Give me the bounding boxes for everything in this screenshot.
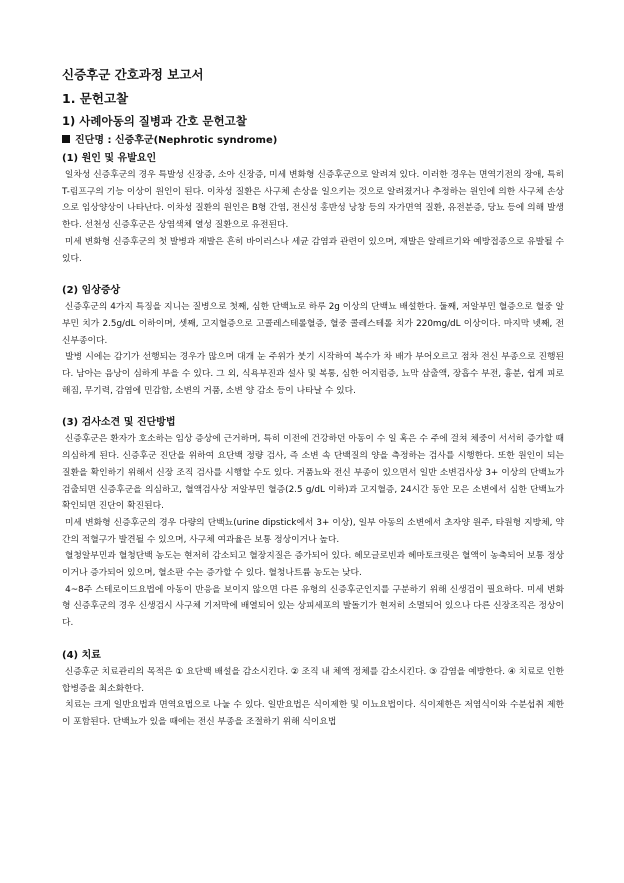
paragraph bbox=[62, 167, 564, 234]
paragraph bbox=[62, 697, 564, 730]
square-bullet-icon bbox=[62, 135, 70, 143]
section-heading-literature-review: 1. 문헌고찰 bbox=[62, 91, 129, 106]
paragraph-text: 혈청알부민과 혈청단백 농도는 현저히 감소되고 혈장지질은 증가되어 있다. 헤모글로빈과 헤마토크릿은 혈액이 농축되어 보통 정상이거나 증가되어 있으며, 혈소판 수는 증가할 수 있다. 혈청나트륨 농도는 낮다. bbox=[62, 551, 565, 579]
subsection-heading: 1) 사례아동의 질병과 간호 문헌고찰 bbox=[62, 114, 247, 128]
spacer bbox=[62, 399, 564, 415]
diagnosis-line bbox=[62, 133, 564, 148]
paragraph-text: 신증후군 치료관리의 목적은 ① 요단백 배설을 감소시킨다. ② 조직 내 체액 정체를 감소시킨다. ③ 감염을 예방한다. ④ 치료로 인한 합병증을 최소화한다. bbox=[62, 666, 564, 694]
heading-symptoms: (2) 임상증상 bbox=[62, 285, 121, 297]
paragraph bbox=[62, 234, 564, 267]
paragraph bbox=[62, 515, 564, 548]
heading-treatment: (4) 치료 bbox=[62, 649, 101, 661]
diagnosis-text: 진단명 : 신증후군(Nephrotic syndrome) bbox=[75, 135, 278, 146]
paragraph bbox=[62, 431, 564, 515]
paragraph-text: 발병 시에는 감기가 선행되는 경우가 많으며 대개 눈 주위가 붓기 시작하여 복수가 차 배가 부어오르고 점차 전신 부종으로 진행된다. 남아는 음낭이 심하게 부을 수 있다. 그 외, 식욕부진과 설사 및 복통, 심한 어지럼증, 뇨막 삼출액, 장흡수 부전, 흉분, 쉽게 피로해짐, 무기력, 감염에 민감함, 소변의 거품, 소변 양 감소 등이 나타날 수 있다. bbox=[62, 352, 564, 396]
paragraph-text: 일차성 신증후군의 경우 특발성 신장증, 소아 신장증, 미세 변화형 신증후군으로 알려져 있다. 이러한 경우는 면역기전의 장애, 특히 T-림프구의 기능 이상이 원인이 된다. 이차성 질환은 사구체 손상을 일으키는 것으로 알려졌거나 추정하는 원인에 의한 사구체 손상으로 임상양상이 나타난다. 이차성 질환의 원인은 B형 간염, 전신성 홍반성 낭창 등의 자가면역 질환, 유전분증, 당뇨 등에 의해 발생한다. 선천성 신증후군은 상염색체 열성 질환으로 유전된다. bbox=[62, 170, 564, 231]
paragraph bbox=[62, 299, 564, 349]
paragraph bbox=[62, 349, 564, 399]
paragraph-text: 신증후군의 4가지 특징을 지니는 질병으로 첫째, 심한 단백뇨로 하루 2g 이상의 단백뇨 배설한다. 둘째, 저알부민 혈증으로 혈중 알부민 치가 2.5g/dL 이하이며, 셋째, 고지혈증으로 고콜레스테롤혈증, 혈중 콜레스테롤 치가 220mg/dL 이상이다. 마지막 넷째, 전신부종이다. bbox=[62, 302, 564, 346]
paragraph bbox=[62, 664, 564, 697]
paragraph bbox=[62, 548, 564, 581]
heading-cause: (1) 원인 및 유발요인 bbox=[62, 153, 157, 164]
paragraph-text: 미세 변화형 신증후군의 경우 다량의 단백뇨(urine dipstick에서 3+ 이상), 일부 아동의 소변에서 초자양 원주, 타원형 지방체, 약간의 적혈구가 발견될 수 있으며, 사구체 여과율은 보통 정상이거나 높다. bbox=[62, 517, 564, 545]
document-title: 신증후군 간호과정 보고서 bbox=[62, 67, 204, 82]
report-page bbox=[62, 66, 564, 731]
spacer bbox=[62, 632, 564, 648]
paragraph-text: 치료는 크게 일반요법과 면역요법으로 나눌 수 있다. 일반요법은 식이제한 및 이뇨요법이다. 식이제한은 저염식이와 수분섭취 제한이 포함된다. 단백뇨가 있을 때에는 전신 부종을 조절하기 위해 식이요법 bbox=[62, 700, 564, 727]
paragraph bbox=[62, 582, 564, 632]
paragraph-text: 4~8주 스테로이드요법에 아동이 반응을 보이지 않으면 다른 유형의 신증후군인지를 구분하기 위해 신생검이 필요하다. 미세 변화형 신증후군의 경우 신생검시 사구체 기저막에 배열되어 있는 상피세포의 발돌기가 현저히 소멸되어 있으나 다른 신장조직은 정상이다. bbox=[62, 584, 564, 629]
paragraph-text: 신증후군은 환자가 호소하는 임상 증상에 근거하며, 특히 이전에 건강하던 아동이 수 일 혹은 수 주에 걸쳐 체중이 서서히 증가할 때 의심하게 된다. 신증후군 진단을 위하여 요단백 정량 검사, 즉 소변 속 단백질의 양을 측정하는 검사를 시행한다. 또한 원인이 되는 질환을 확인하기 위해서 신장 조직 검사를 시행할 수도 있다. 거품뇨와 전신 부종이 있으면서 일반 소변검사상 3+ 이상의 단백뇨가 검출되면 신증후군을 의심하고, 혈액검사상 저알부민 혈증(2.5 g/dL 이하)과 고지혈증, 24시간 동안 모은 소변에서 심한 단백뇨가 확인되면 진단이 확진된다. bbox=[62, 434, 564, 512]
spacer bbox=[62, 267, 564, 283]
paragraph-text: 미세 변화형 신증후군의 첫 발병과 재발은 흔히 바이러스나 세균 감염과 관련이 있으며, 재발은 알레르기와 예방접종으로 유발될 수 있다. bbox=[62, 236, 564, 264]
heading-diagnosis: (3) 검사소견 및 진단방법 bbox=[62, 417, 176, 429]
